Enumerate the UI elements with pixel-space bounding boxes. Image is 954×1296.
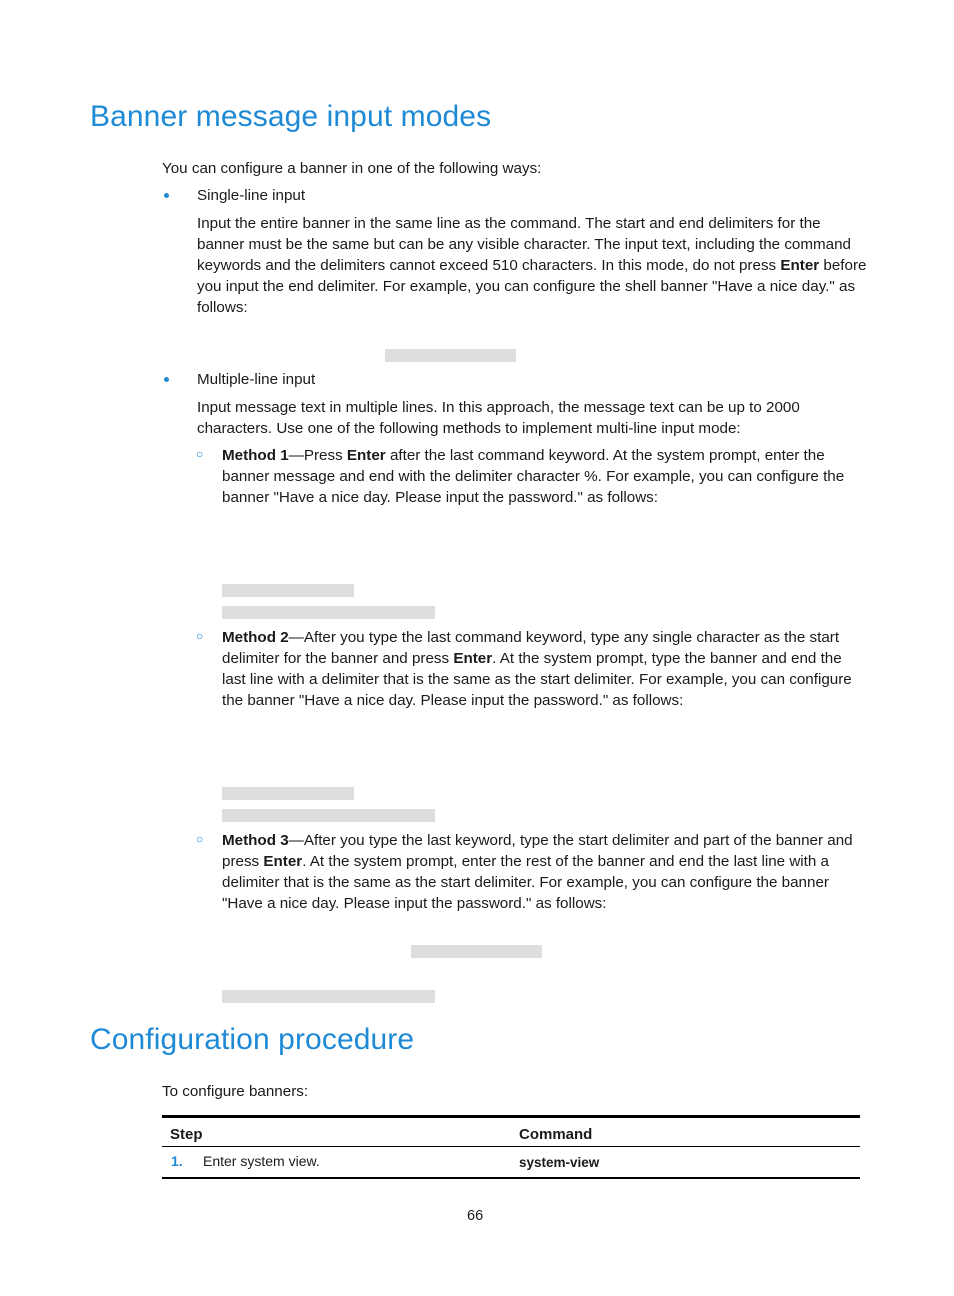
redacted-code-line: [222, 787, 354, 800]
method-1-paragraph: Method 1—Press Enter after the last command keyword. At the system prompt, enter the banner message and end with the delimiter character %. For example, you can configure the banner "Have a nice day. Please input the password." as follows:: [222, 447, 845, 506]
method-2-paragraph: Method 2—After you type the last command keyword, type any single character as the start delimiter for the banner and press Enter. At the system prompt, type the banner and end the last line with a delimiter that is the same as the start delimiter. For example, you can configure the banner "Have a nice day. Please input the password." as follows:: [222, 629, 852, 709]
redacted-code-line: [222, 606, 435, 619]
config-intro-text: To configure banners:: [162, 1083, 309, 1100]
circle-bullet-icon: ○: [196, 832, 204, 846]
page-number: 66: [467, 1208, 484, 1224]
multi-line-paragraph: Input message text in multiple lines. In this approach, the message text can be up to 2000 characters. Use one of the following methods to implement multi-line input mode:: [197, 399, 800, 437]
table-header-step: Step: [170, 1126, 203, 1143]
table-bottom-rule: [162, 1177, 860, 1179]
redacted-code-line: [385, 349, 516, 362]
redacted-code-line: [411, 945, 542, 958]
step-number: 1.: [171, 1153, 183, 1169]
table-top-rule: [162, 1115, 860, 1118]
single-line-paragraph: Input the entire banner in the same line as the command. The start and end delimiters for the banner must be the same but can be any visible character. The input text, including the command keywords and the delimiters cannot exceed 510 characters. In this mode, do not press Enter before you input the end delimiter. For example, you can configure the shell banner "Have a nice day." as follows:: [197, 215, 867, 316]
section-title-banner-modes: Banner message input modes: [90, 100, 492, 133]
bullet-icon: [164, 377, 169, 382]
table-header-rule: [162, 1146, 860, 1147]
multi-line-label: Multiple-line input: [197, 371, 316, 388]
bullet-icon: [164, 193, 169, 198]
circle-bullet-icon: ○: [196, 629, 204, 643]
redacted-code-line: [222, 809, 435, 822]
redacted-code-line: [222, 584, 354, 597]
section-title-configuration-procedure: Configuration procedure: [90, 1023, 415, 1056]
method-3-paragraph: Method 3—After you type the last keyword, type the start delimiter and part of the banner and press Enter. At the system prompt, enter the rest of the banner and end the last line with a delimiter that is the same as the start delimiter. For example, you can configure the banner "Have a nice day. Please input the password." as follows:: [222, 832, 853, 912]
table-header-command: Command: [519, 1126, 593, 1143]
step-command: system-view: [519, 1155, 600, 1170]
single-line-label: Single-line input: [197, 187, 306, 204]
redacted-code-line: [222, 990, 435, 1003]
step-description: Enter system view.: [203, 1153, 320, 1169]
circle-bullet-icon: ○: [196, 447, 204, 461]
intro-text: You can configure a banner in one of the following ways:: [162, 160, 542, 177]
